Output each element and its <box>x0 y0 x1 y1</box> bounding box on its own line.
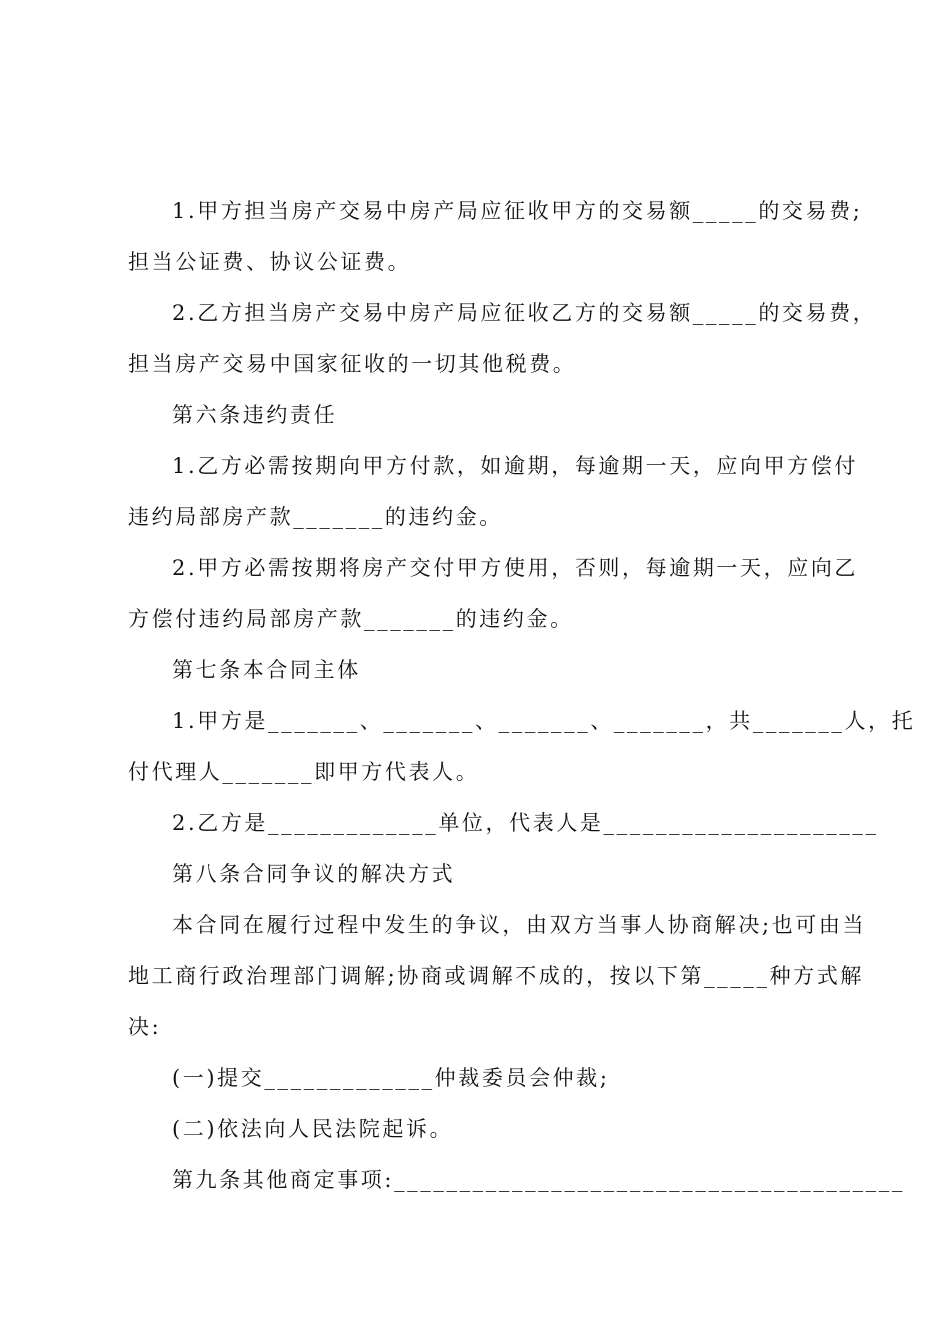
section-heading: 第九条其他商定事项:_______________________________________ <box>172 1168 905 1192</box>
section-heading: 第六条违约责任 <box>172 403 338 427</box>
text-line: 地工商行政治理部门调解;协商或调解不成的，按以下第_____种方式解 <box>128 964 864 988</box>
text-line: 违约局部房产款_______的违约金。 <box>128 505 503 529</box>
text-line: 2.乙方是_____________单位，代表人是_____________________ <box>172 811 879 835</box>
text-line: 1.甲方是_______、_______、_______、_______，共_______人，托 <box>172 709 916 733</box>
text-line: 2.乙方担当房产交易中房产局应征收乙方的交易额_____的交易费， <box>172 301 877 325</box>
text-line: (二)依法向人民法院起诉。 <box>172 1117 454 1141</box>
text-line: 方偿付违约局部房产款_______的违约金。 <box>128 607 574 631</box>
text-line: (一)提交_____________仲裁委员会仲裁; <box>172 1066 610 1090</box>
text-line: 1.乙方必需按期向甲方付款，如逾期，每逾期一天，应向甲方偿付 <box>172 454 859 478</box>
text-line: 担当公证费、协议公证费。 <box>128 250 412 274</box>
text-line: 担当房产交易中国家征收的一切其他税费。 <box>128 352 577 376</box>
section-heading: 第七条本合同主体 <box>172 658 361 682</box>
text-line: 本合同在履行过程中发生的争议，由双方当事人协商解决;也可由当 <box>172 913 867 937</box>
text-line: 决: <box>128 1015 162 1039</box>
text-line: 2.甲方必需按期将房产交付甲方使用，否则，每逾期一天，应向乙 <box>172 556 859 580</box>
text-line: 1.甲方担当房产交易中房产局应征收甲方的交易额_____的交易费; <box>172 199 863 223</box>
section-heading: 第八条合同争议的解决方式 <box>172 862 456 886</box>
text-line: 付代理人_______即甲方代表人。 <box>128 760 480 784</box>
